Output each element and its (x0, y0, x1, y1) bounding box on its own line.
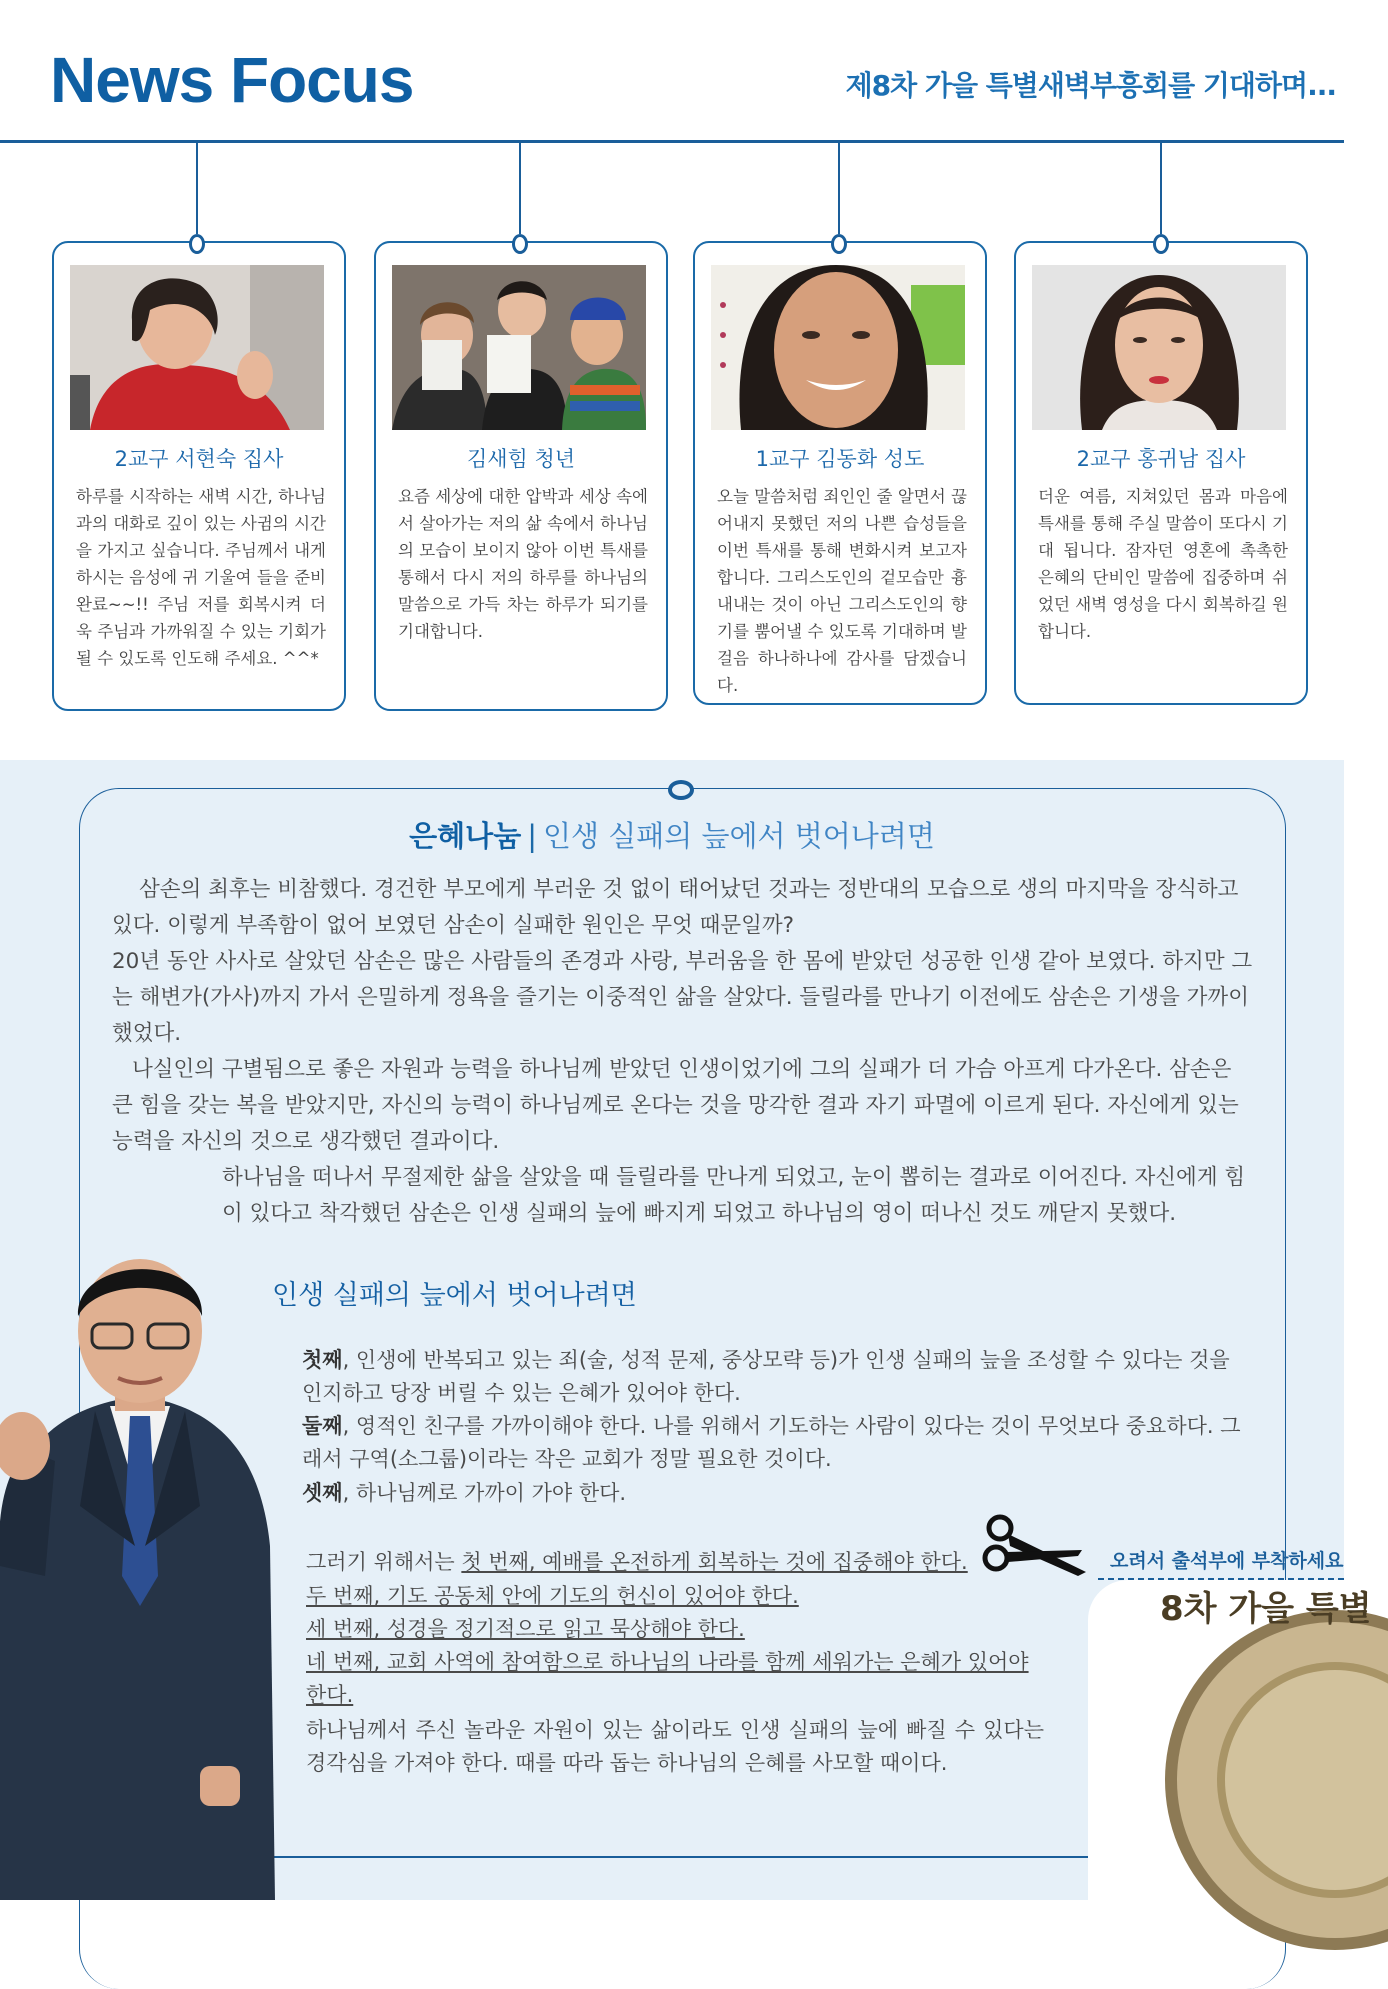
practice-line (306, 1580, 1044, 1613)
member-photo-image (1032, 265, 1286, 430)
practice-lead: 그러기 위해서는 (306, 1550, 462, 1574)
testimony-card (52, 241, 346, 711)
connector-stem (838, 142, 840, 234)
member-photo-image (711, 265, 965, 430)
section-separator: | (527, 819, 537, 853)
cut-line (1098, 1578, 1344, 1580)
page-title: News Focus (50, 44, 414, 116)
member-name: 2교구 서현숙 집사 (114, 447, 284, 471)
connector-stem (1160, 142, 1162, 234)
practice-line (306, 1646, 1044, 1712)
header-divider (0, 140, 1344, 143)
connector-stem (519, 142, 521, 234)
member-photo (392, 265, 646, 430)
member-photo-image (70, 265, 324, 430)
point-text: , 인생에 반복되고 있는 죄(술, 성적 문제, 중상모략 등)가 인생 실패의 늪을 조성할 수 있다는 것을 인지하고 당장 버릴 수 있는 은혜가 있어야 한다. (302, 1348, 1230, 1405)
member-name: 김새힘 청년 (466, 447, 576, 471)
connector-knob (1153, 234, 1169, 254)
point-label: 첫째 (302, 1348, 343, 1372)
member-testimony: 하루를 시작하는 새벽 시간, 하나님과의 대화로 깊이 있는 사귐의 시간을 가지고 싶습니다. 주님께서 내게 하시는 음성에 귀 기울여 들을 준비 완료~~!! 주님 저를 회복시켜 더욱 주님과 가까워질 수 있는 기회가 될 수 있도록 인도해 주세요. ^^* (76, 487, 326, 668)
member-photo (70, 265, 324, 430)
attendance-coupon[interactable] (1088, 1580, 1388, 1940)
member-name: 2교구 홍귀남 집사 (1076, 447, 1246, 471)
body-paragraph: 나실인의 구별됨으로 좋은 자원과 능력을 하나님께 받았던 인생이었기에 그의 실패가 더 가슴 아프게 다가온다. 삼손은 큰 힘을 갖는 복을 받았지만, 자신의 능력이 하나님께로 온다는 것을 망각한 결과 자기 파멸에 이르게 된다. 자신에게 있는 능력을 자신의 것으로 생각했던 결과이다. (112, 1057, 1239, 1154)
section-subtitle: 인생 실패의 늪에서 벗어나려면 (543, 819, 935, 853)
section-header (0, 818, 1344, 854)
practice-item: 세 번째, 성경을 정기적으로 읽고 묵상해야 한다. (306, 1617, 745, 1641)
practice-item: 첫 번째, 예배를 온전하게 회복하는 것에 집중해야 한다. (461, 1550, 968, 1574)
pastor-photo (0, 1246, 280, 1900)
member-testimony: 오늘 말씀처럼 죄인인 줄 알면서 끊어내지 못했던 저의 나쁜 습성들을 이번 특새를 통해 변화시켜 보고자 합니다. 그리스도인의 겉모습만 흉내내는 것이 아닌 그리스도인의 향기를 뿜어낼 수 있도록 기대하며 발걸음 하나하나에 감사를 담겠습니다. (717, 487, 967, 695)
frame-ring (668, 780, 694, 800)
body-paragraph: 20년 동안 사사로 살았던 삼손은 많은 사람들의 존경과 사랑, 부러움을 한 몸에 받았던 성공한 인생 같아 보였다. 하지만 그는 해변가(가사)까지 가서 은밀하게 정욕을 즐기는 이중적인 삶을 살았다. 들릴라를 만나기 이전에도 삼손은 기생을 가까이했었다. (112, 949, 1253, 1046)
point-item (302, 1344, 1254, 1410)
section-title: 은혜나눔 (409, 819, 522, 853)
scissors-icon (978, 1506, 1086, 1586)
body-paragraph: 하나님을 떠나서 무절제한 삶을 살았을 때 들릴라를 만나게 되었고, 눈이 뽑히는 결과로 이어진다. 자신에게 힘이 있다고 착각했던 삼손은 인생 실패의 늪에 빠지게 되었고 하나님의 영이 떠나신 것도 깨닫지 못했다. (222, 1165, 1246, 1226)
member-name: 1교구 김동화 성도 (755, 447, 925, 471)
practice-item: 두 번째, 기도 공동체 안에 기도의 헌신이 있어야 한다. (306, 1584, 799, 1608)
member-photo (711, 265, 965, 430)
point-item (302, 1477, 1254, 1510)
connector-knob (831, 234, 847, 254)
sub-heading: 인생 실패의 늪에서 벗어나려면 (272, 1280, 637, 1311)
point-label: 셋째 (302, 1481, 343, 1505)
testimony-card (693, 241, 987, 705)
member-testimony: 요즘 세상에 대한 압박과 세상 속에서 살아가는 저의 삶 속에서 하나님의 모습이 보이지 않아 이번 특새를 통해서 다시 저의 하루를 하나님의 말씀으로 가득 차는 하루가 되기를 기대합니다. (398, 487, 648, 641)
point-item (302, 1410, 1254, 1476)
point-text: , 하나님께로 가까이 가야 한다. (342, 1481, 627, 1505)
connector-knob (512, 234, 528, 254)
closing-paragraph: 하나님께서 주신 놀라운 자원이 있는 삶이라도 인생 실패의 늪에 빠질 수 있다는 경각심을 가져야 한다. 때를 따라 돕는 하나님의 은혜를 사모할 때이다. (306, 1718, 1044, 1775)
point-label: 둘째 (302, 1414, 343, 1438)
seal-text: 8차 가을 특별 (1160, 1589, 1372, 1629)
practice-line (306, 1546, 1044, 1579)
member-photo (1032, 265, 1286, 430)
cut-instruction: 오려서 출석부에 부착하세요 (1110, 1550, 1344, 1572)
testimony-card (1014, 241, 1308, 705)
practice-item: 네 번째, 교회 사역에 참여함으로 하나님의 나라를 함께 세워가는 은혜가 있어야 한다. (306, 1650, 1029, 1707)
connector-stem (196, 142, 198, 234)
member-photo-image (392, 265, 646, 430)
body-paragraph: 삼손의 최후는 비참했다. 경건한 부모에게 부러운 것 없이 태어났던 것과는 정반대의 모습으로 생의 마지막을 장식하고 있다. 이렇게 부족함이 없어 보였던 삼손이 실패한 원인은 무엇 때문일까? (112, 877, 1239, 938)
seal-emblem (1160, 1589, 1380, 1920)
point-text: , 영적인 친구를 가까이해야 한다. 나를 위해서 기도하는 사람이 있다는 것이 무엇보다 중요하다. 그래서 구역(소그룹)이라는 작은 교회가 정말 필요한 것이다. (302, 1414, 1241, 1471)
member-testimony: 더운 여름, 지쳐있던 몸과 마음에 특새를 통해 주실 말씀이 또다시 기대 됩니다. 잠자던 영혼에 촉촉한 은혜의 단비인 말씀에 집중하며 쉬었던 새벽 영성을 다시 회복하길 원합니다. (1038, 487, 1288, 641)
testimony-card (374, 241, 668, 711)
connector-knob (189, 234, 205, 254)
page-subtitle: 제8차 가을 특별새벽부흥회를 기대하며... (845, 69, 1336, 102)
practice-line (306, 1613, 1044, 1646)
